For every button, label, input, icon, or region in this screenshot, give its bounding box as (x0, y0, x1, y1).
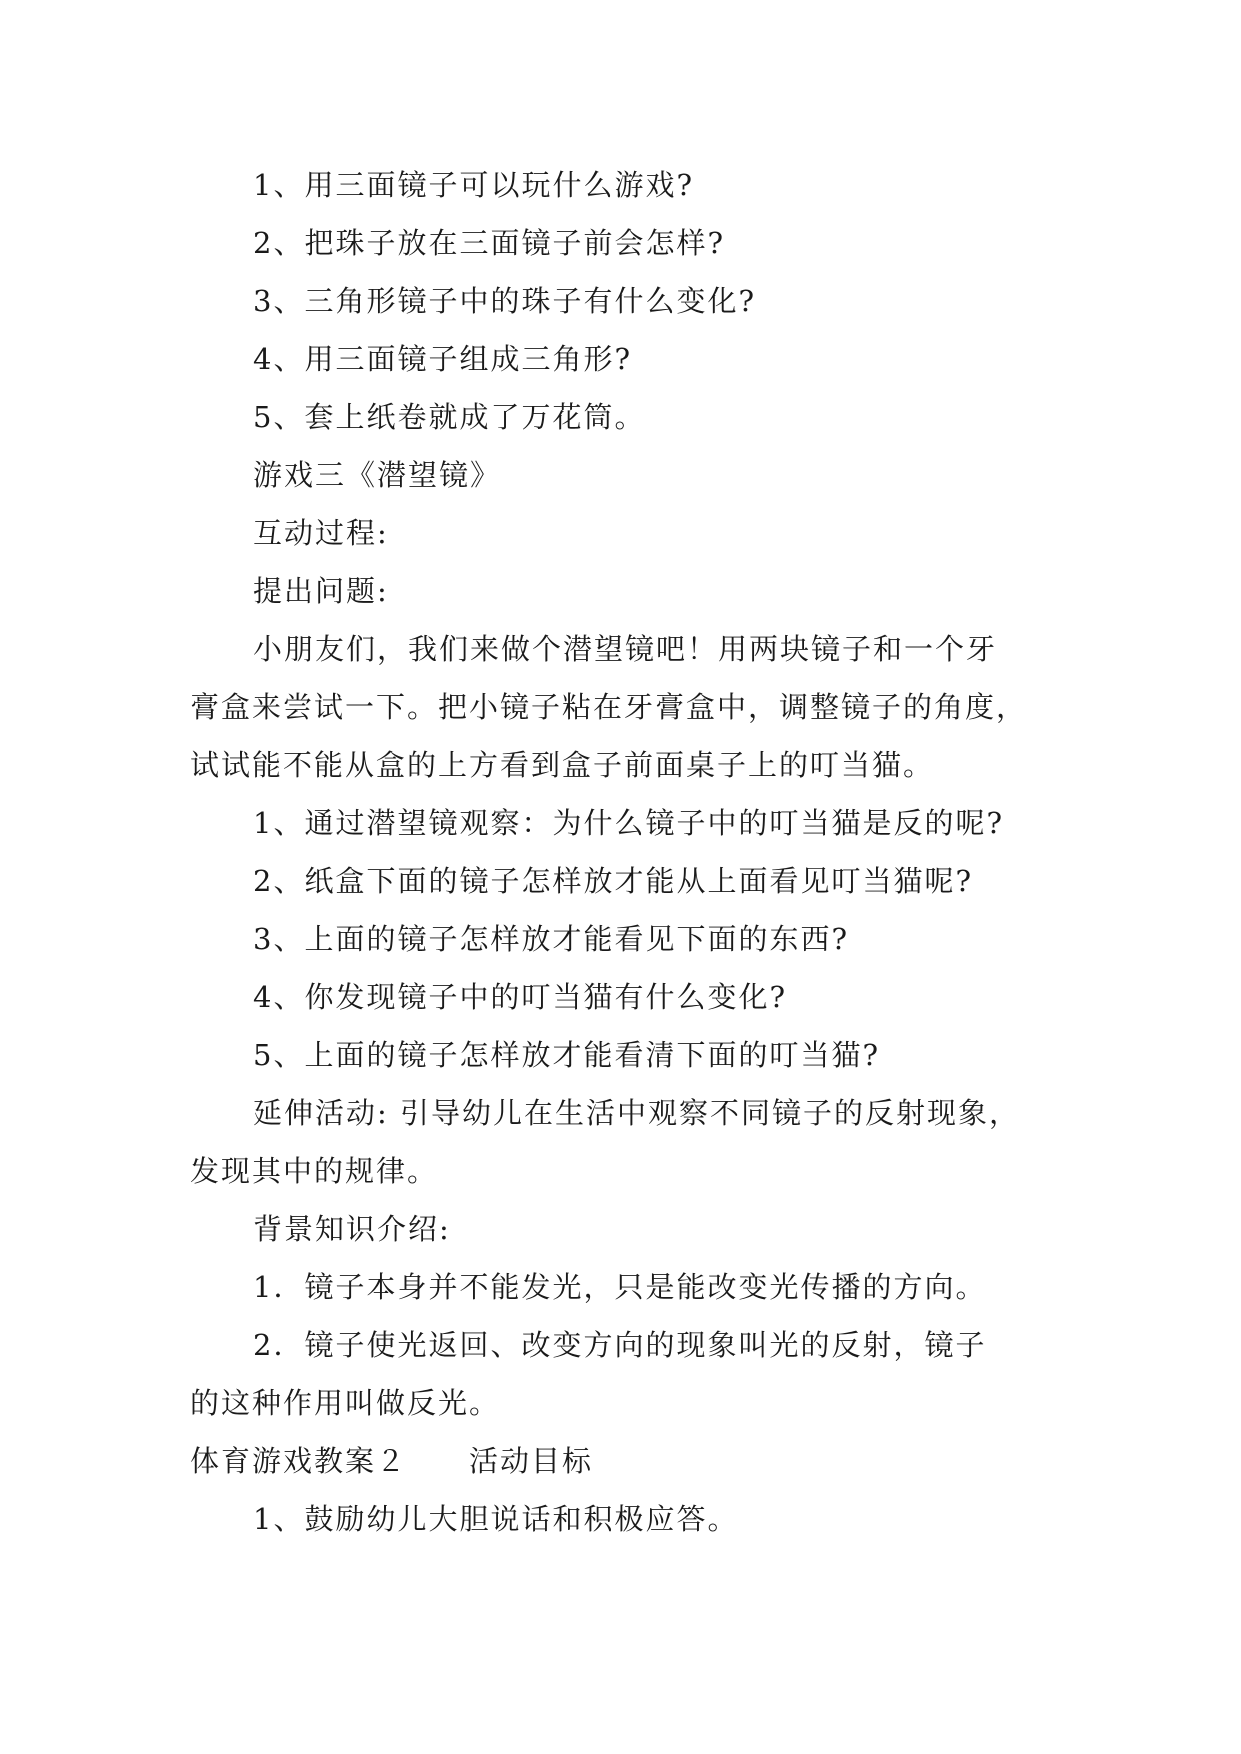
paragraph-line: 延伸活动: 引导幼儿在生活中观察不同镜子的反射现象， (253, 1096, 1020, 1130)
section-subtitle: 活动目标 (469, 1444, 594, 1478)
list-item: 1、用三面镜子可以玩什么游戏? (253, 168, 694, 202)
question-label: 提出问题: (253, 574, 389, 608)
background-item-paragraph (190, 1316, 1060, 1432)
list-item: 5、上面的镜子怎样放才能看清下面的叮当猫? (253, 1038, 880, 1072)
document-body (190, 156, 1060, 1548)
section-title: 体育游戏教案２ (190, 1444, 408, 1478)
paragraph-line: 2．镜子使光返回、改变方向的现象叫光的反射，镜子 (253, 1328, 987, 1362)
intro-paragraph (190, 620, 1060, 794)
list-item: 3、上面的镜子怎样放才能看见下面的东西? (253, 922, 849, 956)
background-label: 背景知识介绍: (253, 1212, 451, 1246)
process-label: 互动过程: (253, 516, 389, 550)
paragraph-line: 发现其中的规律。 (190, 1154, 439, 1188)
list-item: 4、用三面镜子组成三角形? (253, 342, 632, 376)
background-item: 1．镜子本身并不能发光，只是能改变光传播的方向。 (253, 1270, 987, 1304)
list-item: 2、把珠子放在三面镜子前会怎样? (253, 226, 725, 260)
game-title: 游戏三《潜望镜》 (253, 458, 502, 492)
paragraph-line: 的这种作用叫做反光。 (190, 1386, 501, 1420)
list-item: 3、三角形镜子中的珠子有什么变化? (253, 284, 756, 318)
paragraph-line: 膏盒来尝试一下。把小镜子粘在牙膏盒中，调整镜子的角度， (190, 690, 1028, 724)
list-item: 5、套上纸卷就成了万花筒。 (253, 400, 646, 434)
list-item: 4、你发现镜子中的叮当猫有什么变化? (253, 980, 787, 1014)
section-heading (190, 1432, 1060, 1490)
list-item: 2、纸盒下面的镜子怎样放才能从上面看见叮当猫呢? (253, 864, 973, 898)
list-item: 1、通过潜望镜观察：为什么镜子中的叮当猫是反的呢? (253, 806, 1004, 840)
paragraph-line: 小朋友们，我们来做个潜望镜吧！用两块镜子和一个牙 (253, 632, 998, 666)
extension-paragraph (190, 1084, 1060, 1200)
list-item: 1、鼓励幼儿大胆说话和积极应答。 (253, 1502, 739, 1536)
paragraph-line: 试试能不能从盒的上方看到盒子前面桌子上的叮当猫。 (190, 748, 935, 782)
